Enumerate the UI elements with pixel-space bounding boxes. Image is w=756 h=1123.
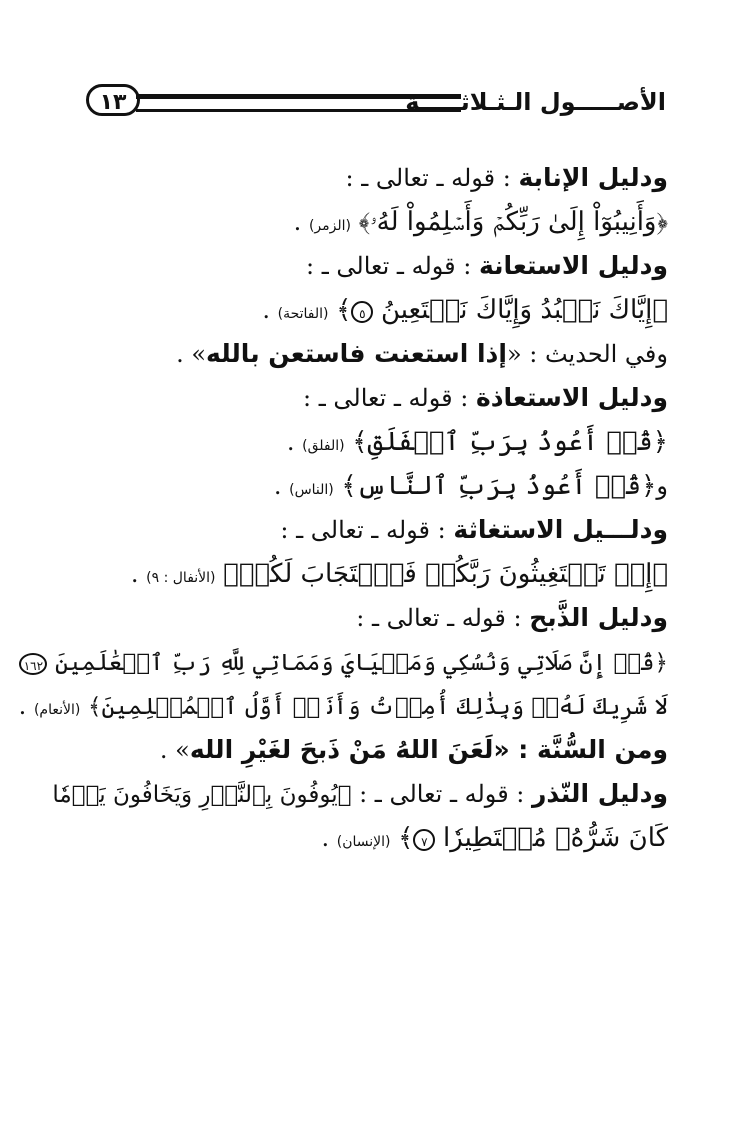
surah-reference: (الفلق) <box>302 438 345 454</box>
header-rule <box>136 94 461 112</box>
quran-verse: ﴿إِذۡ تَسۡتَغِيثُونَ رَبَّكُمۡ فَٱسۡتَجَابَ لَكُمۡ﴾ <box>223 559 668 589</box>
text-line <box>88 376 668 420</box>
verse-line <box>23 640 668 684</box>
page-number: ١٣ <box>86 84 140 116</box>
quran-verse: ﴿وَأَنِيبُوٓاْ إِلَىٰ رَبِّكُمۡ وَأَسۡلِمُواْ لَهُۥ﴾ <box>358 207 668 237</box>
intro-text: : قوله ـ تعالى ـ : <box>345 164 519 192</box>
text-line <box>88 596 668 640</box>
evidence-heading: ودليل الاستعانة <box>478 251 668 280</box>
intro-text: : قوله ـ تعالى ـ : <box>356 604 530 632</box>
evidence-heading: ودليل الإنابة <box>518 163 668 192</box>
quran-verse: ﴿يُوفُونَ بِٱلنَّذۡرِ وَيَخَافُونَ يَوۡمٗا <box>52 782 352 808</box>
text-line <box>88 508 668 552</box>
page-body <box>18 156 668 860</box>
ayah-number-marker: ٥ <box>351 301 373 323</box>
intro-text: : قوله ـ تعالى ـ : <box>303 384 476 412</box>
text-line <box>88 244 668 288</box>
intro-text: : قوله ـ تعالى ـ : <box>306 252 479 280</box>
page-header <box>86 84 666 120</box>
verse-line: ﴿قُلۡ أَعُوذُ بِرَبِّ ٱلۡفَلَقِ﴾ (الفلق) . <box>286 427 668 457</box>
evidence-heading: ودليل الذَّبح <box>529 603 668 632</box>
quran-verse: كَانَ شَرُّهُۥ مُسۡتَطِيرٗا <box>443 823 668 853</box>
hadith-line: ومن السُّنَّة : «لَعَنَ اللهُ مَنْ ذَبحَ لغَيْرِ الله» . <box>159 735 668 764</box>
hadith-text: لَعَنَ اللهُ مَنْ ذَبحَ لغَيْرِ الله <box>189 735 494 764</box>
quran-verse: ﴿إِيَّاكَ نَعۡبُدُ وَإِيَّاكَ نَسۡتَعِينُ <box>381 295 668 325</box>
text-line <box>52 772 668 816</box>
verse-line: لَا شَرِيكَ لَهُۥۖ وَبِذَٰلِكَ أُمِرۡتُ وَأَنَا۠ أَوَّلُ ٱلۡمُسۡلِمِينَ﴾ (الأنعام) . <box>18 692 668 720</box>
text-line <box>88 156 668 200</box>
quran-verse: ﴿قُلۡ أَعُوذُ بِرَبِّ ٱلنَّاسِ﴾ <box>341 471 657 501</box>
evidence-heading: ودليل النّذر <box>532 779 668 808</box>
verse-line: كَانَ شَرُّهُۥ مُسۡتَطِيرٗا ٧﴾ (الإنسان) . <box>321 823 668 853</box>
ayah-number-marker: ٧ <box>413 829 435 851</box>
hadith-line: وفي الحديث : «إذا استعنت فاستعن بالله» . <box>176 339 668 368</box>
running-title: الأصـــــول الـثـلاثـــــة <box>405 88 666 116</box>
surah-reference: (الزمر) <box>308 218 351 234</box>
verse-line: و﴿قُلۡ أَعُوذُ بِرَبِّ ٱلنَّاسِ﴾ (الناس) . <box>273 471 668 501</box>
intro-text: : قوله ـ تعالى ـ : <box>280 516 454 544</box>
surah-reference: (الناس) <box>289 482 334 498</box>
hadith-text: إذا استعنت فاستعن بالله <box>206 339 507 368</box>
evidence-heading: ودلـــيل الاستغاثة <box>453 515 668 544</box>
ayah-number-marker: ١٦٢ <box>19 653 47 675</box>
surah-reference: (الأنعام) <box>33 702 81 718</box>
verse-line: ﴿إِذۡ تَسۡتَغِيثُونَ رَبَّكُمۡ فَٱسۡتَجَابَ لَكُمۡ﴾ (الأنفال : ٩) . <box>130 559 668 589</box>
surah-reference: (الإنسان) <box>336 834 391 850</box>
quran-verse: ﴿قُلۡ إِنَّ صَلَاتِي وَنُسُكِي وَمَحۡيَايَ وَمَمَاتِي لِلَّهِ رَبِّ ٱلۡعَٰلَمِينَ <box>55 650 668 676</box>
quran-verse: ﴿قُلۡ أَعُوذُ بِرَبِّ ٱلۡفَلَقِ﴾ <box>352 427 668 457</box>
verse-line: ﴿إِيَّاكَ نَعۡبُدُ وَإِيَّاكَ نَسۡتَعِينُ ٥﴾ (الفاتحة) . <box>262 295 668 325</box>
surah-reference: (الأنفال : ٩) <box>146 570 216 586</box>
verse-line: ﴿وَأَنِيبُوٓاْ إِلَىٰ رَبِّكُمۡ وَأَسۡلِمُواْ لَهُۥ﴾ (الزمر) . <box>293 207 668 237</box>
quran-verse: لَا شَرِيكَ لَهُۥۖ وَبِذَٰلِكَ أُمِرۡتُ وَأَنَا۠ أَوَّلُ ٱلۡمُسۡلِمِينَ﴾ <box>87 694 668 720</box>
intro-text: : قوله ـ تعالى ـ : <box>351 780 533 808</box>
surah-reference: (الفاتحة) <box>277 306 329 322</box>
evidence-heading: ودليل الاستعاذة <box>475 383 668 412</box>
